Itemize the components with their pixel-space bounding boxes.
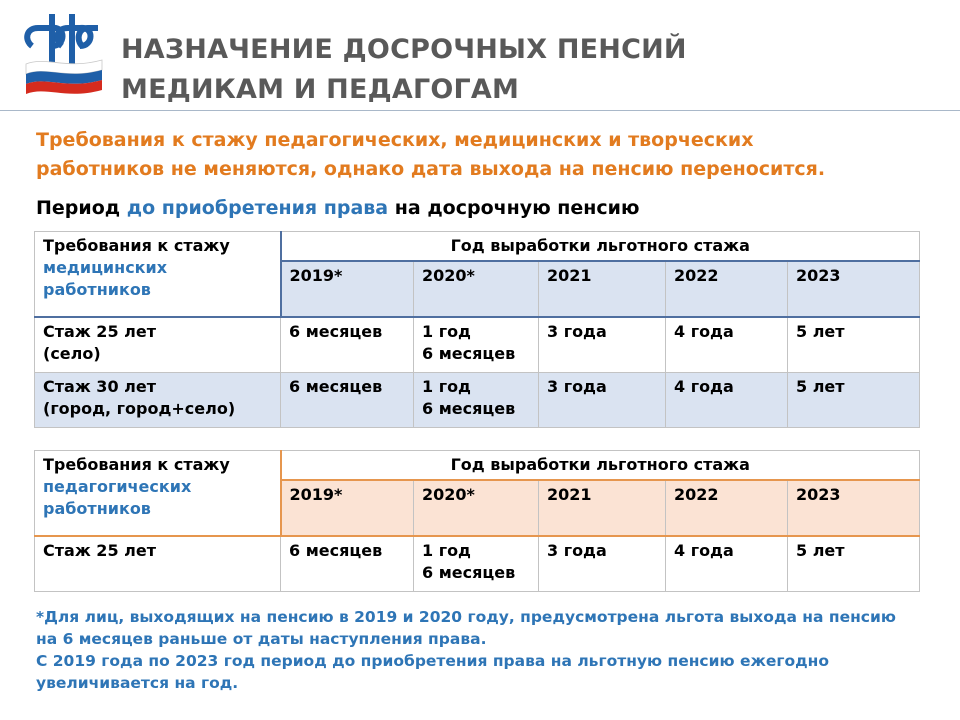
lead-paragraph bbox=[36, 126, 946, 184]
year-cell: 2021 bbox=[539, 261, 666, 317]
value-line: 5 лет bbox=[796, 322, 845, 341]
row-label-cell bbox=[35, 317, 281, 372]
value-line: 3 года bbox=[547, 541, 607, 560]
value-line: 6 месяцев bbox=[422, 344, 516, 363]
value-line: 1 год bbox=[422, 541, 471, 560]
table-row bbox=[35, 317, 920, 372]
section-heading-highlight: до приобретения права bbox=[126, 197, 389, 219]
footnote-line-3: С 2019 года по 2023 год период до приобретения права на льготную пенсию ежегодно bbox=[36, 652, 830, 670]
medical-requirements-table bbox=[34, 231, 920, 428]
value-cell bbox=[539, 372, 666, 427]
year-cell: 2021 bbox=[539, 480, 666, 536]
row-label-cell bbox=[35, 372, 281, 427]
value-line: 6 месяцев bbox=[289, 322, 383, 341]
value-cell bbox=[666, 536, 788, 591]
year-cell: 2022 bbox=[666, 480, 788, 536]
value-line: 1 год bbox=[422, 322, 471, 341]
page-title bbox=[121, 30, 687, 110]
value-line: 3 года bbox=[547, 322, 607, 341]
year-cell: 2019* bbox=[281, 480, 414, 536]
value-line: 3 года bbox=[547, 376, 607, 396]
footnote bbox=[36, 606, 946, 694]
value-cell bbox=[414, 317, 539, 372]
requirement-header-line-2: педагогических bbox=[43, 477, 192, 496]
value-line: 4 года bbox=[674, 541, 734, 560]
value-cell bbox=[281, 372, 414, 427]
value-cell bbox=[666, 317, 788, 372]
section-heading bbox=[36, 194, 639, 222]
year-cell: 2020* bbox=[414, 261, 539, 317]
table-header-row bbox=[35, 232, 920, 262]
value-cell bbox=[414, 372, 539, 427]
group-header-cell: Год выработки льготного стажа bbox=[281, 451, 920, 481]
title-line-1: НАЗНАЧЕНИЕ ДОСРОЧНЫХ ПЕНСИЙ bbox=[121, 34, 687, 65]
requirement-header-line-3: работников bbox=[43, 499, 151, 518]
value-line: 5 лет bbox=[796, 376, 845, 396]
row-label-cell bbox=[35, 536, 281, 591]
row-label-line-1: Стаж 30 лет bbox=[43, 376, 156, 396]
value-line: 4 года bbox=[674, 322, 734, 341]
value-line: 6 месяцев bbox=[289, 376, 383, 396]
requirement-header-line-2: медицинских bbox=[43, 258, 168, 277]
value-cell bbox=[788, 536, 920, 591]
row-label-line-2: (село) bbox=[43, 344, 101, 363]
year-cell: 2019* bbox=[281, 261, 414, 317]
footnote-line-2: на 6 месяцев раньше от даты наступления права. bbox=[36, 630, 487, 648]
requirement-header-line-3: работников bbox=[43, 280, 151, 299]
year-cell: 2020* bbox=[414, 480, 539, 536]
footnote-line-4: увеличивается на год. bbox=[36, 674, 239, 692]
value-cell bbox=[788, 372, 920, 427]
value-cell bbox=[539, 536, 666, 591]
pfr-logo bbox=[22, 6, 106, 98]
group-header-cell: Год выработки льготного стажа bbox=[281, 232, 920, 262]
value-line: 6 месяцев bbox=[422, 563, 516, 582]
value-cell bbox=[281, 536, 414, 591]
section-heading-prefix: Период bbox=[36, 197, 127, 219]
table-header-row bbox=[35, 451, 920, 481]
year-cell: 2023 bbox=[788, 261, 920, 317]
row-label-line-1: Стаж 25 лет bbox=[43, 541, 156, 560]
table-row bbox=[35, 372, 920, 427]
year-cell: 2023 bbox=[788, 480, 920, 536]
value-line: 5 лет bbox=[796, 541, 845, 560]
table-row bbox=[35, 536, 920, 591]
row-label-line-1: Стаж 25 лет bbox=[43, 322, 156, 341]
value-cell bbox=[414, 536, 539, 591]
teachers-requirements-table bbox=[34, 450, 920, 592]
title-line-2: МЕДИКАМ И ПЕДАГОГАМ bbox=[121, 74, 520, 105]
lead-line-1: Требования к стажу педагогических, медицинских и творческих bbox=[36, 129, 754, 151]
value-line: 6 месяцев bbox=[289, 541, 383, 560]
footnote-line-1: *Для лиц, выходящих на пенсию в 2019 и 2020 году, предусмотрена льгота выхода на пенсию bbox=[36, 608, 896, 626]
requirement-header-cell bbox=[35, 451, 281, 537]
year-cell: 2022 bbox=[666, 261, 788, 317]
requirement-header-line-1: Требования к стажу bbox=[43, 236, 230, 255]
value-cell bbox=[539, 317, 666, 372]
section-heading-suffix: на досрочную пенсию bbox=[388, 197, 640, 219]
value-cell bbox=[281, 317, 414, 372]
row-label-line-2: (город, город+село) bbox=[43, 398, 236, 418]
value-line: 4 года bbox=[674, 376, 734, 396]
requirement-header-line-1: Требования к стажу bbox=[43, 455, 230, 474]
title-divider bbox=[0, 110, 960, 111]
requirement-header-cell bbox=[35, 232, 281, 318]
value-cell bbox=[788, 317, 920, 372]
value-cell bbox=[666, 372, 788, 427]
value-line: 6 месяцев bbox=[422, 398, 516, 418]
lead-line-2: работников не меняются, однако дата выхода на пенсию переносится. bbox=[36, 158, 826, 180]
value-line: 1 год bbox=[422, 376, 471, 396]
